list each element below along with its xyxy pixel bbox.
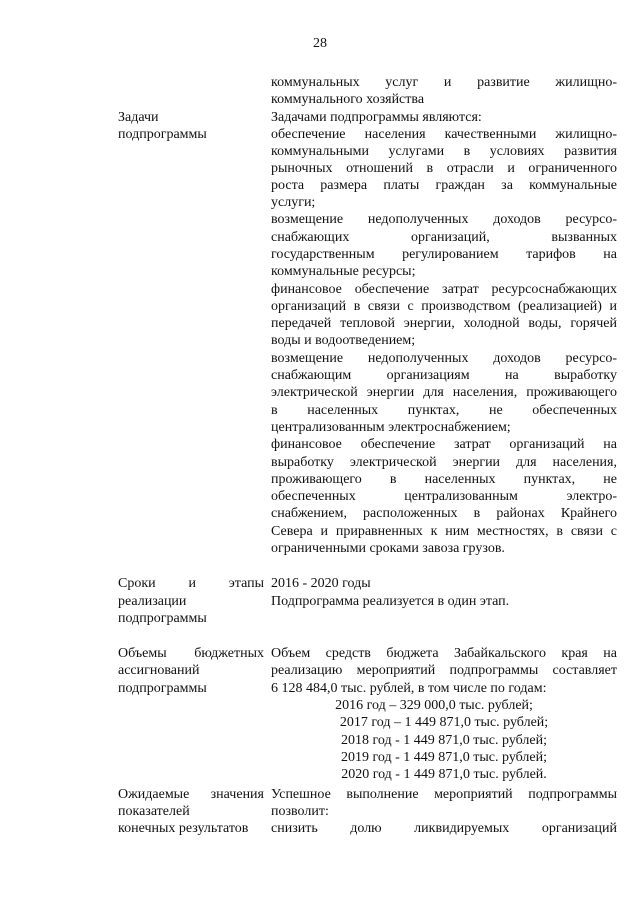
content-line: электрической энергии для населения, проживающего xyxy=(271,385,617,400)
content-line: централизованным электроснабжением; xyxy=(271,420,511,435)
content-line: возмещение недополученных доходов ресурсо- xyxy=(271,212,617,227)
content-line: позволит: xyxy=(271,804,329,819)
content-line: обеспеченных централизованным электро- xyxy=(271,489,617,504)
content-line: возмещение недополученных доходов ресурсо- xyxy=(271,351,617,366)
year-allocation: 2017 год – 1 449 871,0 тыс. рублей; xyxy=(339,715,549,730)
content-line: финансовое обеспечение затрат ресурсоснабжающих xyxy=(271,282,617,297)
row-label-line: подпрограммы xyxy=(118,611,207,626)
content-line: ограниченными сроками завоза грузов. xyxy=(271,541,505,556)
row-label-line: реализации xyxy=(118,594,187,609)
content-line: коммунального хозяйства xyxy=(271,92,425,107)
content-line: проживающего в населенных пунктах, не xyxy=(271,472,617,487)
content-line: снабжением, расположенных в районах Крайнего xyxy=(271,506,617,521)
row-label-line: Сроки и этапы xyxy=(118,576,264,591)
row-label-line: Задачи xyxy=(118,110,159,125)
content-line: воды и водоотведением; xyxy=(271,333,416,348)
content-line: 6 128 484,0 тыс. рублей, в том числе по годам: xyxy=(271,681,547,696)
content-line: снабжающих организаций, вызванных xyxy=(271,230,617,245)
content-line: Подпрограмма реализуется в один этап. xyxy=(271,594,510,609)
row-label-line: Ожидаемые значения xyxy=(118,787,264,802)
content-line: финансовое обеспечение затрат организаций на xyxy=(271,437,617,452)
content-line: коммунальных услуг и развитие жилищно- xyxy=(271,75,617,90)
row-label-line: Объемы бюджетных xyxy=(118,646,264,661)
row-label-line: ассигнований xyxy=(118,663,200,678)
content-line: снизить долю ликвидируемых организаций xyxy=(271,821,617,836)
content-line: выработку электрической энергии для населения, xyxy=(271,455,617,470)
row-label-line: показателей xyxy=(118,804,190,819)
content-line: Севера и приравненных к ним местностях, в связи с xyxy=(271,524,617,539)
year-allocation: 2016 год – 329 000,0 тыс. рублей; xyxy=(335,698,533,713)
content-line: в населенных пунктах, не обеспеченных xyxy=(271,403,617,418)
content-line: роста размера платы граждан за коммунальные xyxy=(271,178,617,193)
content-line: передачей тепловой энергии, холодной воды, горячей xyxy=(271,316,617,331)
year-allocation: 2018 год - 1 449 871,0 тыс. рублей; xyxy=(340,733,547,748)
content-line: 2016 - 2020 годы xyxy=(271,576,371,591)
content-line: организаций в связи с производством (реализацией) и xyxy=(271,299,617,314)
year-allocation: 2019 год - 1 449 871,0 тыс. рублей; xyxy=(340,750,547,765)
content-line: Успешное выполнение мероприятий подпрограммы xyxy=(271,787,617,802)
page-number: 28 xyxy=(313,36,327,51)
row-label-line: конечных результатов xyxy=(118,821,249,836)
content-line: снабжающим организациям на выработку xyxy=(271,368,617,383)
row-label-line: подпрограммы xyxy=(118,127,207,142)
content-line: Задачами подпрограммы являются: xyxy=(271,110,482,125)
content-line: обеспечение населения качественными жилищно- xyxy=(271,127,617,142)
content-line: государственным регулированием тарифов на xyxy=(271,247,617,262)
content-line: Объем средств бюджета Забайкальского края на xyxy=(271,646,617,661)
content-line: услуги; xyxy=(271,195,316,210)
content-line: коммунальными услугами в условиях развития xyxy=(271,144,617,159)
content-line: реализацию мероприятий подпрограммы составляет xyxy=(271,663,617,678)
content-line: коммунальные ресурсы; xyxy=(271,264,416,279)
row-label-line: подпрограммы xyxy=(118,681,207,696)
content-line: рыночных отношений в отрасли и ограниченного xyxy=(271,161,617,176)
year-allocation: 2020 год - 1 449 871,0 тыс. рублей. xyxy=(341,767,547,782)
